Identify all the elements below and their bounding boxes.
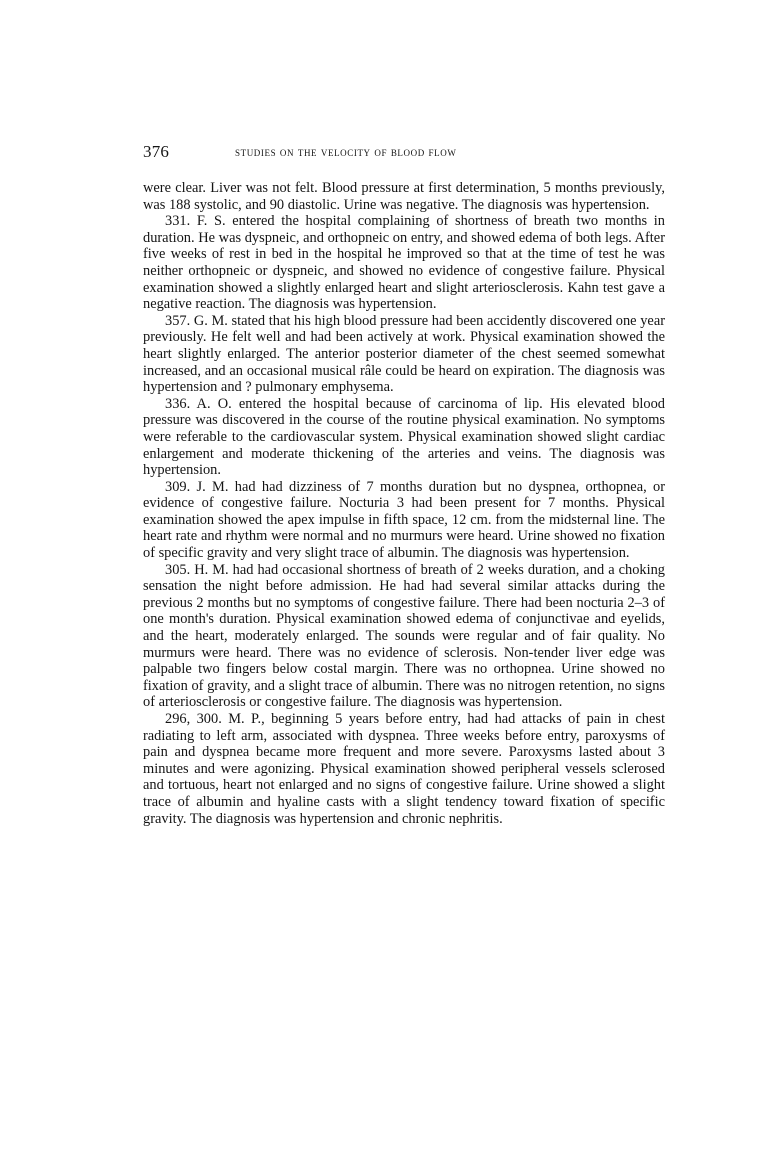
book-page (143, 142, 665, 827)
paragraph-case-331: 331. F. S. entered the hospital complaining of shortness of breath two months in duration. He was dyspneic, and orthopneic on entry, and showed edema of both legs. After five weeks of rest in bed in the hospital he improved so that at the time of test he was neither orthopneic or dyspneic, and showed no evidence of congestive failure. Physical examination showed a slightly enlarged heart and slight arteriosclerosis. Kahn test gave a negative reaction. The diagnosis was hypertension. (143, 213, 665, 313)
page-header (143, 142, 665, 168)
running-title: studies on the velocity of blood flow (235, 145, 457, 159)
body-text (143, 180, 665, 827)
paragraph-continuation: were clear. Liver was not felt. Blood pressure at first determination, 5 months previously, was 188 systolic, and 90 diastolic. Urine was negative. The diagnosis was hypertension. (143, 180, 665, 213)
page-number: 376 (143, 142, 170, 161)
paragraph-case-357: 357. G. M. stated that his high blood pressure had been accidently discovered one year previously. He felt well and had been actively at work. Physical examination showed the heart slightly enlarged. The anterior posterior diameter of the chest seemed somewhat increased, and an occasional musical râle could be heard on expiration. The diagnosis was hypertension and ? pulmonary emphysema. (143, 312, 665, 396)
paragraph-case-309: 309. J. M. had had dizziness of 7 months duration but no dyspnea, orthopnea, or evidence of congestive failure. Nocturia 3 had been present for 7 months. Physical examination showed the apex impulse in fifth space, 12 cm. from the midsternal line. The heart rate and rhythm were normal and no murmurs were heard. Urine showed no fixation of specific gravity and very slight trace of albumin. The diagnosis was hypertension. (143, 478, 665, 562)
paragraph-case-336: 336. A. O. entered the hospital because of carcinoma of lip. His elevated blood pressure was discovered in the course of the routine physical examination. No symptoms were referable to the cardiovascular system. Physical examination showed slight cardiac enlargement and moderate thickening of the arteries and veins. The diagnosis was hypertension. (143, 395, 665, 479)
paragraph-case-296-300: 296, 300. M. P., beginning 5 years before entry, had had attacks of pain in chest radiating to left arm, associated with dyspnea. Three weeks before entry, paroxysms of pain and dyspnea became more frequent and more severe. Paroxysms lasted about 3 minutes and were agonizing. Physical examination showed peripheral vessels sclerosed and tortuous, heart not enlarged and no signs of congestive failure. Urine showed a slight trace of albumin and hyaline casts with a slight tendency toward fixation of specific gravity. The diagnosis was hypertension and chronic nephritis. (143, 711, 665, 827)
paragraph-case-305: 305. H. M. had had occasional shortness of breath of 2 weeks duration, and a choking sensation the night before admission. He had had several similar attacks during the previous 2 months but no symptoms of congestive failure. There had been nocturia 2–3 of one month's duration. Physical examination showed edema of conjunctivae and eyelids, and the heart, moderately enlarged. The sounds were regular and of fair quality. No murmurs were heard. There was no evidence of sclerosis. Non-tender liver edge was palpable two fingers below costal margin. There was no orthopnea. Urine showed no fixation of gravity, and a slight trace of albumin. There was no nitrogen retention, no signs of arteriosclerosis or congestive failure. The diagnosis was hypertension. (143, 561, 665, 711)
